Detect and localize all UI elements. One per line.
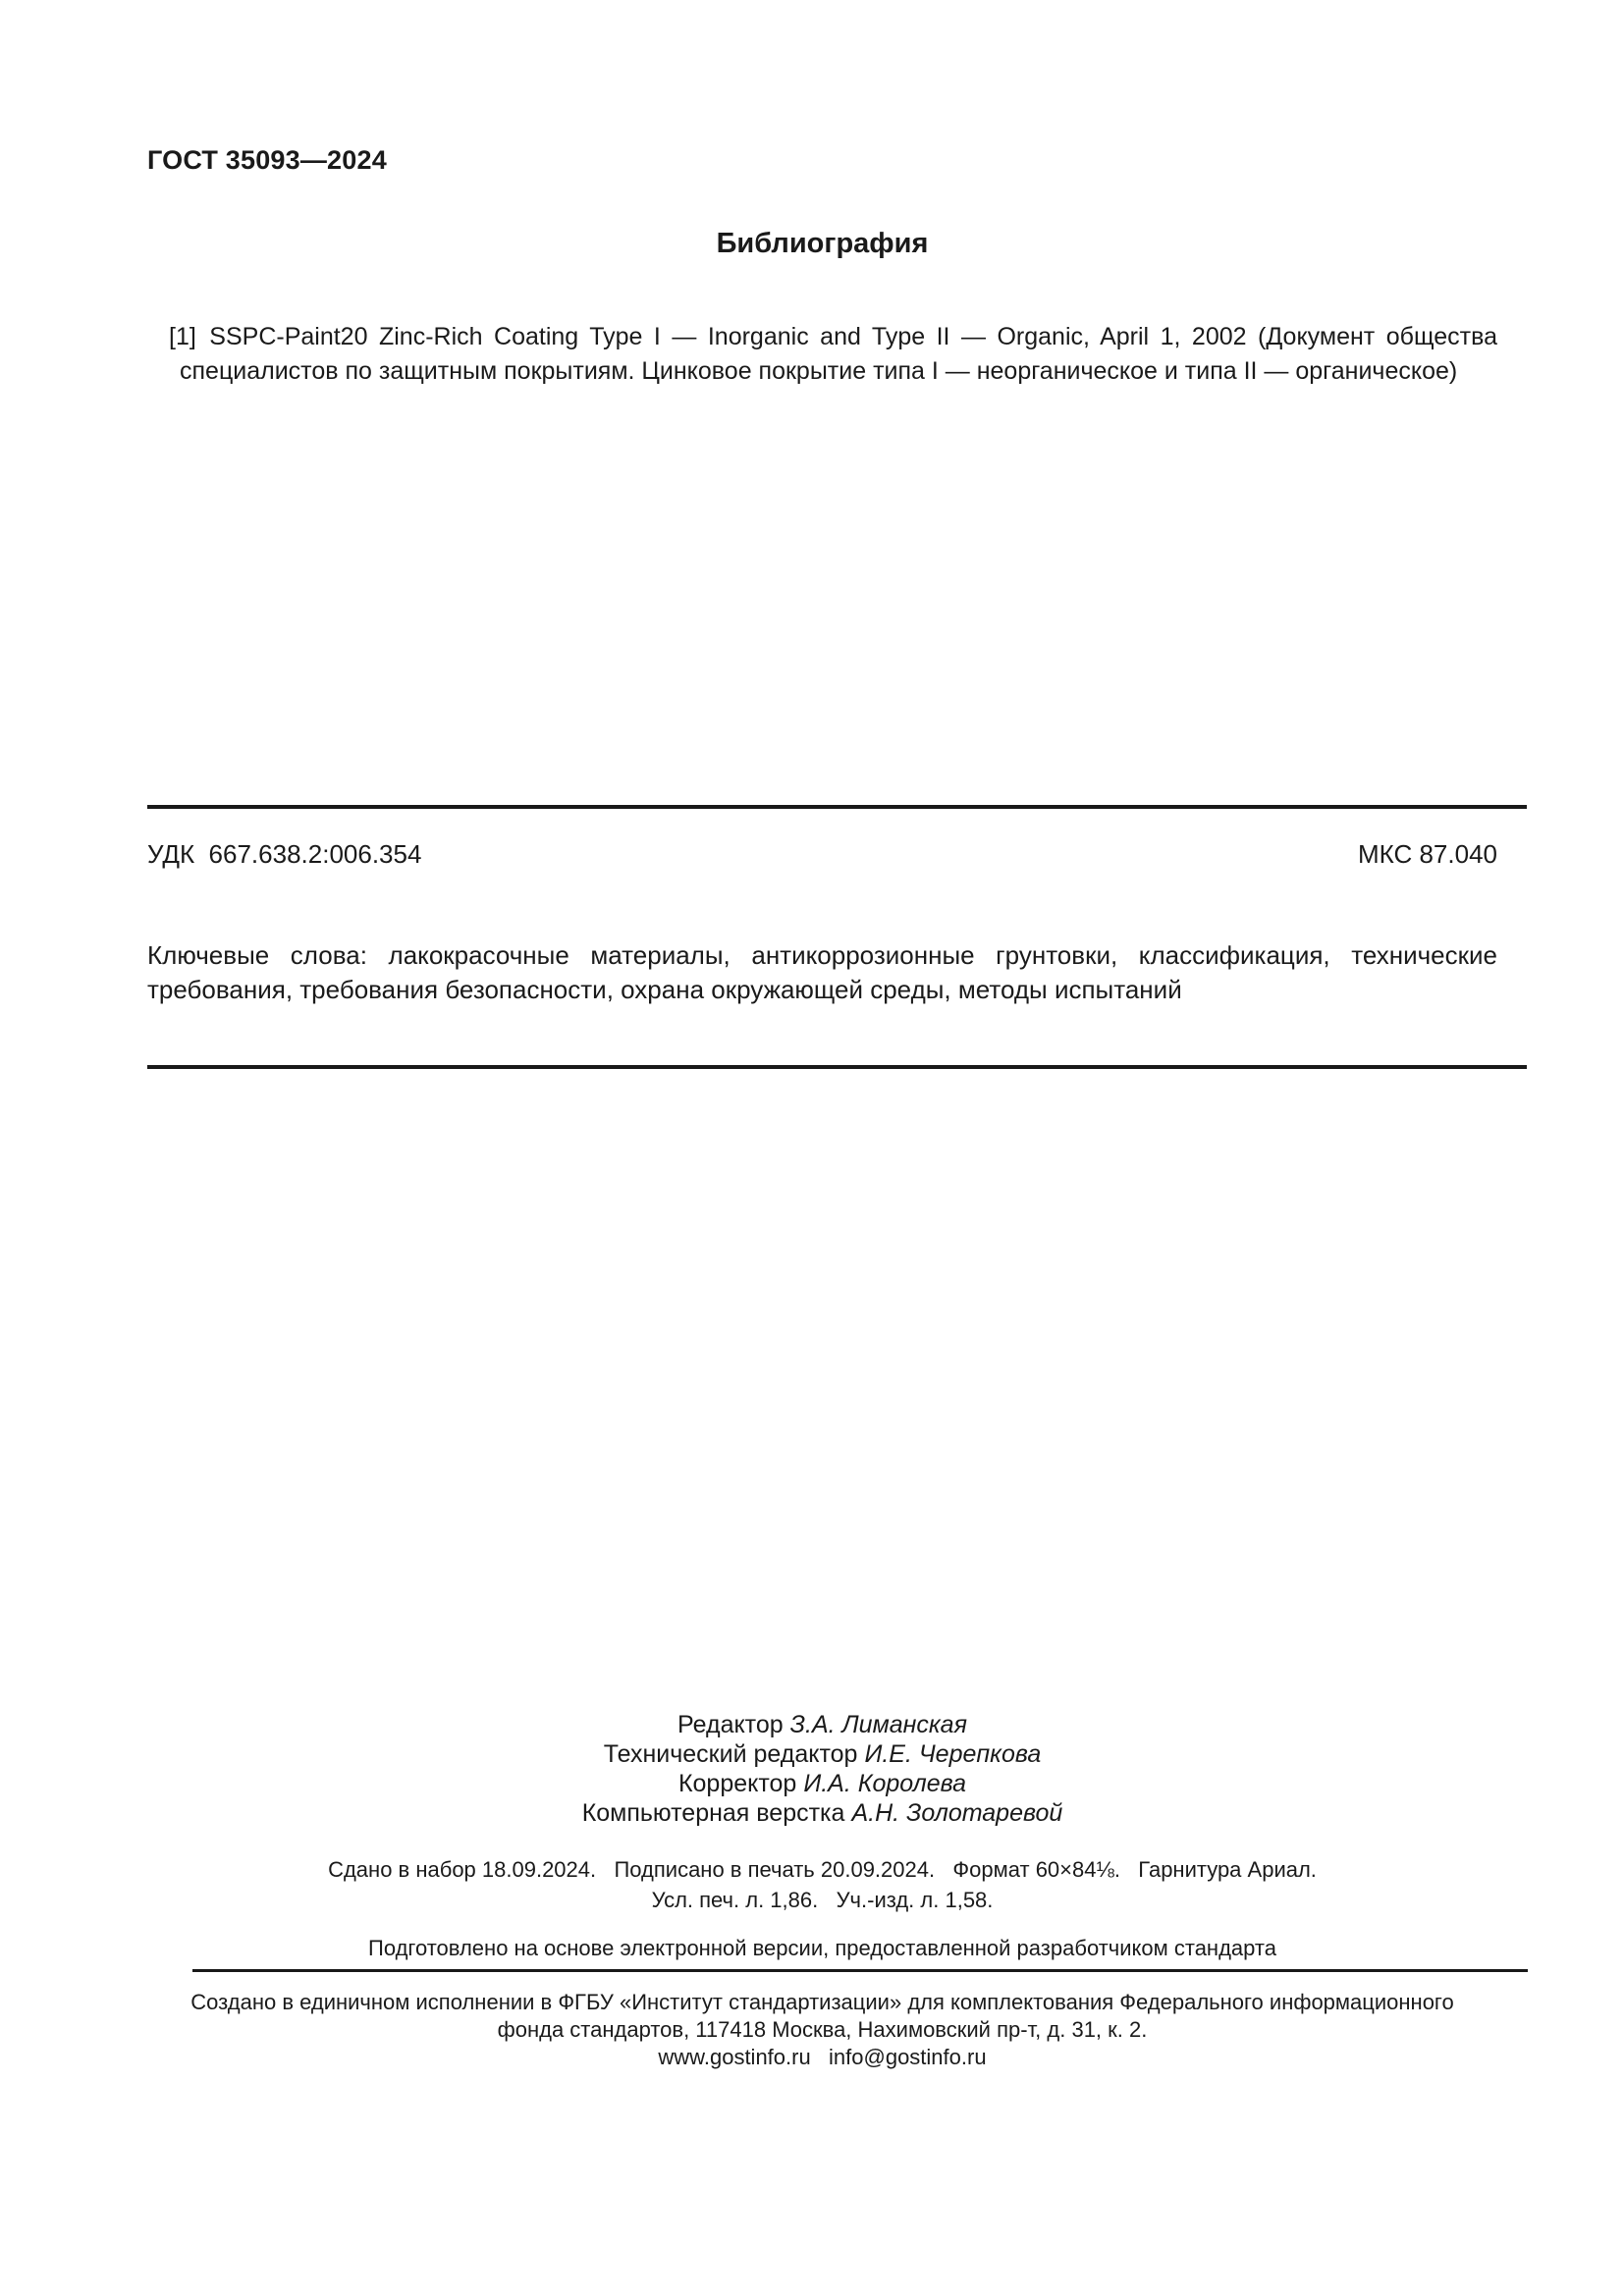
imprint-line-1: Сдано в набор 18.09.2024. Подписано в печать 20.09.2024. Формат 60×84⅛. Гарнитура Ариал. — [328, 1857, 1317, 1882]
footer-line-1: Создано в единичном исполнении в ФГБУ «Институт стандартизации» для комплектования Федерального информационного — [190, 1990, 1454, 2014]
credit-line-corrector — [147, 1769, 1497, 1798]
credit-role: Технический редактор — [603, 1740, 858, 1768]
publisher-footer — [147, 1989, 1497, 2071]
imprint-block — [147, 1854, 1497, 1915]
credit-role: Редактор — [677, 1711, 784, 1738]
classification-row — [147, 839, 1497, 870]
udk-code: УДК 667.638.2:006.354 — [147, 839, 422, 869]
bibliography-entry-marker: [1] — [169, 323, 196, 350]
credit-name: З.А. Лиманская — [789, 1711, 967, 1738]
credit-name: А.Н. Золотаревой — [851, 1799, 1063, 1827]
section-title: Библиография — [716, 228, 929, 259]
footer-contacts: www.gostinfo.ru info@gostinfo.ru — [658, 2045, 987, 2069]
document-number: ГОСТ 35093—2024 — [147, 145, 387, 175]
credit-name: И.А. Королева — [803, 1770, 967, 1797]
horizontal-rule-bottom — [192, 1969, 1528, 1972]
credit-line-editor — [147, 1710, 1497, 1739]
credit-role: Компьютерная верстка — [581, 1799, 845, 1827]
bibliography-entry-text: SSPC-Paint20 Zinc-Rich Coating Type I — Inorganic and Type II — Organic, April 1, 2002 (Документ общества специалистов по защитным покрытиям. Цинковое покрытие типа I — неорганическое и типа II — органическое) — [180, 323, 1497, 385]
bibliography-entry — [147, 320, 1497, 389]
keywords-paragraph: Ключевые слова: лакокрасочные материалы, антикоррозионные грунтовки, классификация, технические требования, требования безопасности, охрана окружающей среды, методы испытаний — [147, 940, 1497, 1004]
credit-line-technical-editor — [147, 1739, 1497, 1769]
prepared-note: Подготовлено на основе электронной версии, предоставленной разработчиком стандарта — [368, 1936, 1276, 1960]
horizontal-rule-middle — [147, 1065, 1527, 1069]
credit-line-layout — [147, 1798, 1497, 1828]
credit-role: Корректор — [677, 1770, 797, 1797]
credit-name: И.Е. Черепкова — [864, 1740, 1042, 1768]
credits-block — [147, 1710, 1497, 1828]
horizontal-rule-top — [147, 805, 1527, 809]
imprint-line-2: Усл. печ. л. 1,86. Уч.-изд. л. 1,58. — [651, 1888, 994, 1912]
mks-code: МКС 87.040 — [1357, 839, 1497, 869]
footer-line-2: фонда стандартов, 117418 Москва, Нахимовский пр-т, д. 31, к. 2. — [497, 2017, 1148, 2042]
